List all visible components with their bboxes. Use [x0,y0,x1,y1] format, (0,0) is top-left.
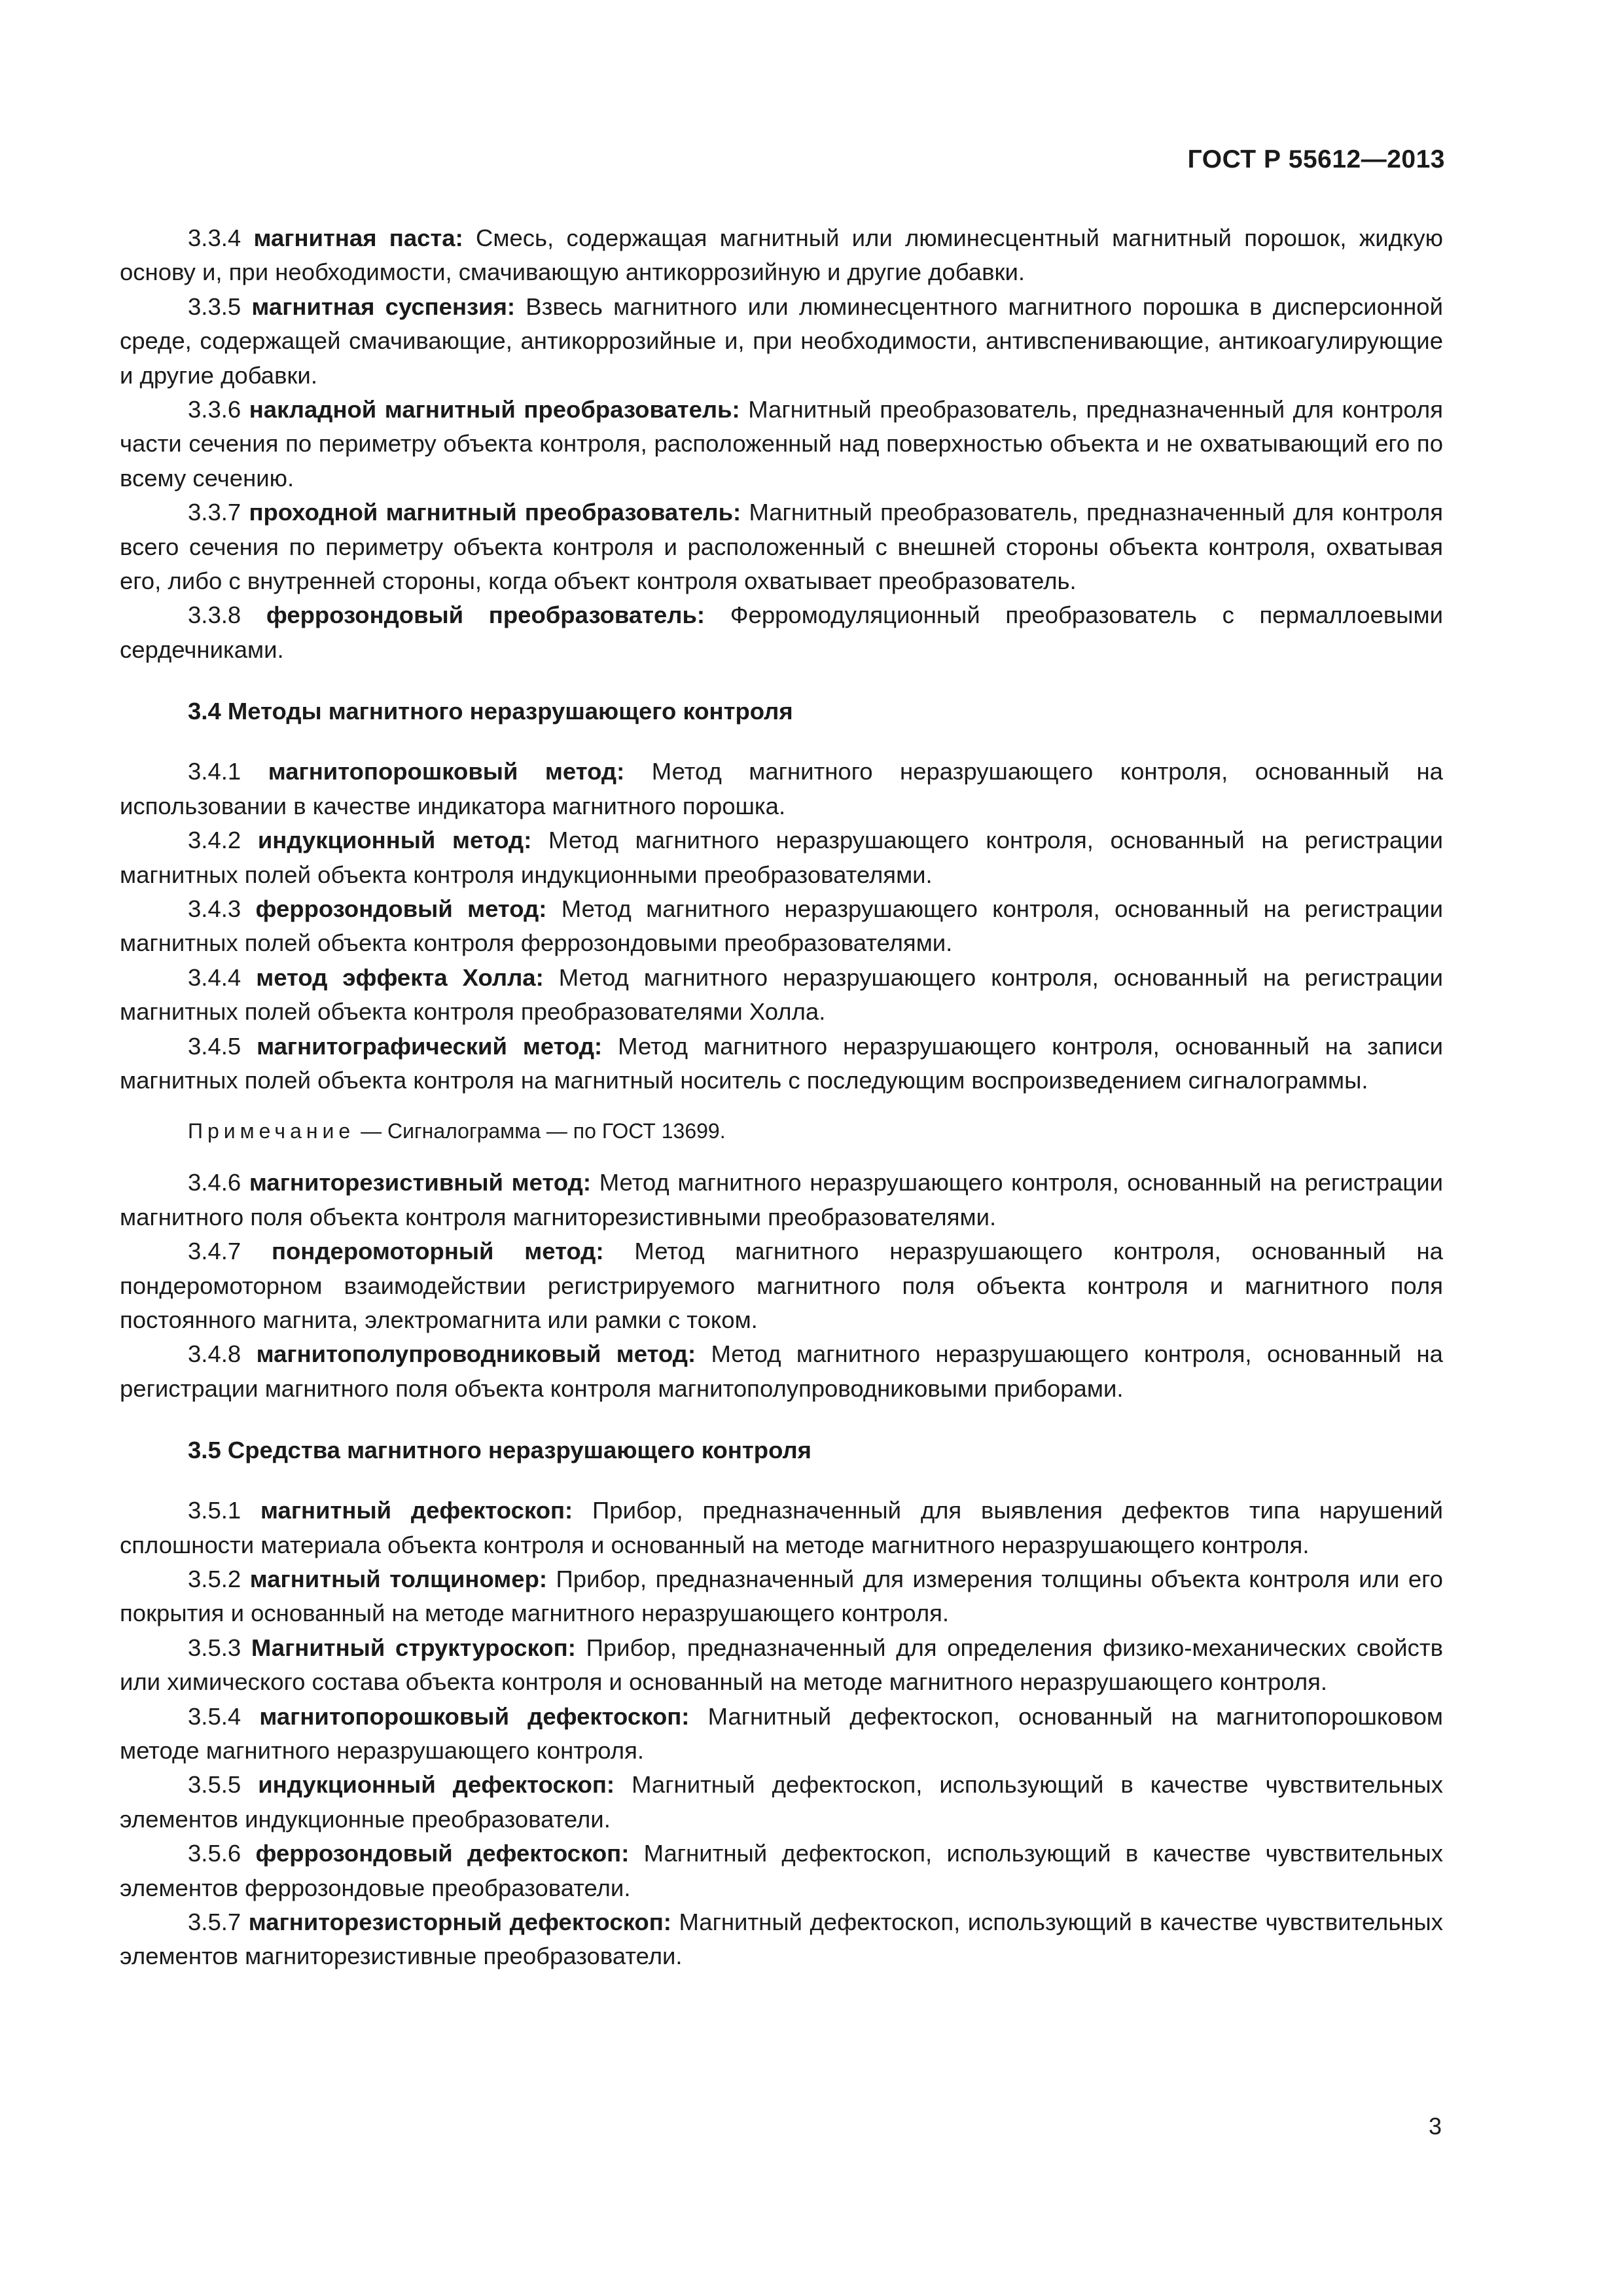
definition-text: Метод магнитного неразрушающего контроля, основанный на использовании в качестве индикатора магнитного порошка. [120,758,1443,819]
clause-number: 3.5.5 [188,1771,241,1799]
clause-number: 3.3.8 [188,601,241,629]
term: магнитная суспензия: [251,293,516,320]
definition-text: Магнитный преобразователь, предназначенный для контроля всего сечения по периметру объекта контроля и расположенный с внешней стороны объекта контроля, охватывая его, либо с внутренней стороны, когда объект контроля охватывает преобразователь. [120,499,1443,595]
term: магнитополупроводниковый метод: [256,1340,696,1368]
term: пондеромоторный метод: [271,1238,604,1265]
term: магнитная паста: [253,224,463,251]
term: феррозондовый преобразователь: [266,601,705,629]
clause-number: 3.5.7 [188,1909,241,1936]
term: индукционный дефектоскоп: [258,1771,615,1799]
section-heading: 3.4 Методы магнитного неразрушающего контроля [188,698,793,725]
definition-paragraph [120,823,1443,892]
definition-text: Метод магнитного неразрушающего контроля, основанный на регистрации магнитных полей объекта контроля индукционными преобразователями. [120,827,1443,888]
definition-paragraph [120,221,1443,290]
definition-text: Магнитный дефектоскоп, использующий в качестве чувствительных элементов магниторезистивные преобразователи. [120,1909,1443,1970]
definition-text: Магнитный дефектоскоп, использующий в качестве чувствительных элементов индукционные преобразователи. [120,1771,1443,1833]
term: магнитопорошковый дефектоскоп: [259,1702,690,1730]
page-number: 3 [1428,2113,1442,2140]
clause-number: 3.5.4 [188,1702,241,1730]
definition-paragraph [120,1562,1443,1631]
clause-number: 3.5.2 [188,1566,241,1592]
note-text: — Сигналограмма — по ГОСТ 13699. [355,1119,726,1143]
document-header: ГОСТ Р 55612—2013 [1187,145,1445,173]
term: магнитографический метод: [257,1032,603,1060]
definition-text: Метод магнитного неразрушающего контроля, основанный на записи магнитных полей объекта контроля на магнитный носитель с последующим воспроизведением сигналограммы. [120,1032,1443,1094]
note-label: Примечание [188,1119,355,1143]
definition-text: Прибор, предназначенный для выявления дефектов типа нарушений сплошности материала объекта контроля и основанный на методе магнитного неразрушающего контроля. [120,1497,1443,1558]
term: Магнитный структуроскоп: [251,1634,576,1661]
definition-paragraph [120,1768,1443,1837]
clause-number: 3.3.5 [188,293,241,320]
definition-paragraph [120,961,1443,1030]
clause-number: 3.4.2 [188,827,241,854]
term: феррозондовый дефектоскоп: [255,1840,630,1867]
term: накладной магнитный преобразователь: [249,396,740,423]
note [120,1116,1443,1146]
section-heading: 3.5 Средства магнитного неразрушающего контроля [188,1437,812,1464]
clause-number: 3.4.4 [188,963,241,991]
definition-text: Магнитный дефектоскоп, основанный на магнитопорошковом методе магнитного неразрушающего контроля. [120,1702,1443,1765]
definition-paragraph [120,1837,1443,1905]
clause-number: 3.4.6 [188,1169,241,1196]
definition-paragraph [120,1030,1443,1098]
definition-text: Метод магнитного неразрушающего контроля, основанный на регистрации магнитных полей объекта контроля феррозондовыми преобразователями. [120,895,1443,957]
definition-paragraph [120,1631,1443,1700]
definition-paragraph [120,495,1443,598]
definition-text: Магнитный преобразователь, предназначенный для контроля части сечения по периметру объекта контроля, расположенный над поверхностью объекта и не охватывающий его по всему сечению. [120,396,1443,492]
definition-text: Метод магнитного неразрушающего контроля, основанный на регистрации магнитных полей объекта контроля преобразователями Холла. [120,963,1443,1026]
clause-number: 3.4.1 [188,758,241,785]
clause-number: 3.4.5 [188,1032,241,1060]
term: магниторезистивный метод: [249,1169,591,1196]
document-body [120,221,1443,1974]
clause-number: 3.4.3 [188,895,241,922]
definition-paragraph [120,393,1443,495]
term: магнитный дефектоскоп: [260,1497,573,1524]
definition-paragraph [120,1905,1443,1974]
definition-paragraph [120,1700,1443,1768]
term: феррозондовый метод: [255,895,547,922]
clause-number: 3.3.6 [188,396,241,423]
term: индукционный метод: [257,827,532,854]
term: магниторезисторный дефектоскоп: [248,1909,671,1936]
definition-text: Магнитный дефектоскоп, использующий в качестве чувствительных элементов феррозондовые преобразователи. [120,1840,1443,1901]
definition-paragraph [120,598,1443,667]
definition-paragraph [120,755,1443,823]
definition-text: Метод магнитного неразрушающего контроля, основанный на пондеромоторном взаимодействии регистрируемого магнитного поля объекта контроля и магнитного поля постоянного магнита, электромагнита или рамки с током. [120,1238,1443,1333]
term: проходной магнитный преобразователь: [249,499,741,526]
definition-text: Метод магнитного неразрушающего контроля, основанный на регистрации магнитного поля объекта контроля магниторезистивными преобразователями. [120,1169,1443,1230]
definition-paragraph [120,1166,1443,1234]
term: магнитопорошковый метод: [268,758,625,785]
definition-text: Ферромодуляционный преобразователь с пермаллоевыми сердечниками. [120,601,1443,663]
definition-text: Прибор, предназначенный для определения физико-механических свойств или химического состава объекта контроля и основанный на методе магнитного неразрушающего контроля. [120,1634,1443,1696]
definition-text: Метод магнитного неразрушающего контроля, основанный на регистрации магнитного поля объекта контроля магнитополупроводниковыми приборами. [120,1340,1443,1402]
clause-number: 3.5.3 [188,1634,241,1661]
term: магнитный толщиномер: [249,1566,548,1592]
definition-text: Взвесь магнитного или люминесцентного магнитного порошка в дисперсионной среде, содержащей смачивающие, антикоррозийные и, при необходимости, антивспенивающие, антикоагулирующие и другие добавки. [120,293,1443,389]
definition-paragraph [120,290,1443,393]
definition-paragraph [120,892,1443,961]
clause-number: 3.5.1 [188,1497,241,1524]
definition-text: Прибор, предназначенный для измерения толщины объекта контроля или его покрытия и основанный на методе магнитного неразрушающего контроля. [120,1566,1443,1627]
definition-text: Смесь, содержащая магнитный или люминесцентный магнитный порошок, жидкую основу и, при необходимости, смачивающую антикоррозийную и другие добавки. [120,224,1443,286]
clause-number: 3.3.7 [188,499,241,526]
clause-number: 3.5.6 [188,1840,241,1867]
clause-number: 3.4.8 [188,1340,241,1368]
definition-paragraph [120,1337,1443,1406]
clause-number: 3.4.7 [188,1238,241,1265]
definition-paragraph [120,1234,1443,1337]
clause-number: 3.3.4 [188,224,241,251]
definition-paragraph [120,1494,1443,1562]
term: метод эффекта Холла: [256,963,544,991]
